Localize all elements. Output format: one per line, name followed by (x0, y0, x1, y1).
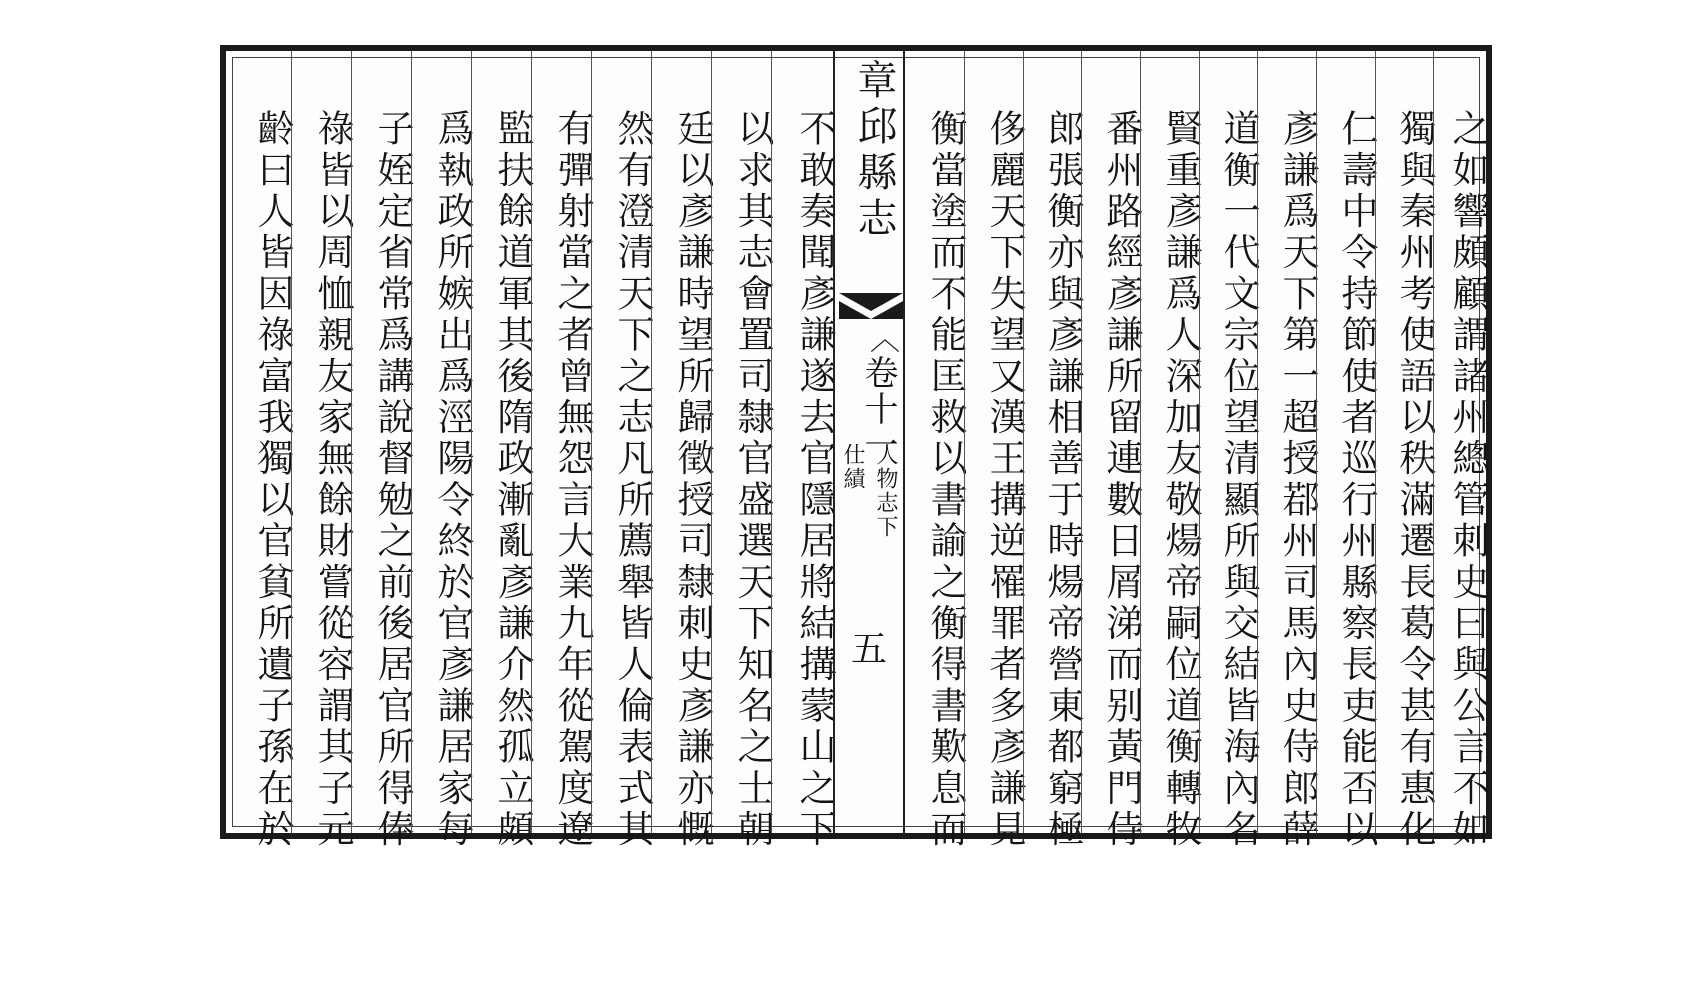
text-column (1023, 51, 1084, 851)
column-text: 不敢奏聞彥謙遂去官隱居將結搆蒙山之下 (793, 109, 836, 851)
column-text: 郎張衡亦與彥謙相善于時煬帝營東都窮極 (1041, 109, 1084, 851)
text-column (291, 51, 354, 851)
text-column (471, 51, 534, 851)
page-frame (220, 45, 1492, 851)
text-column (1316, 51, 1378, 851)
column-text: 廷以彥謙時望所歸徵授司隸刺史彥謙亦慨 (671, 109, 714, 851)
column-text: 齡曰人皆因祿富我獨以官貧所遺子孫在於 (251, 109, 294, 851)
volume-label (835, 323, 903, 463)
column-text: 以求其志會置司隸官盛選天下知名之士朝 (731, 109, 774, 851)
section-label-left: 仕績 (840, 443, 865, 491)
column-text: 監扶餘道軍其後隋政漸亂彥謙介然孤立頗 (491, 109, 534, 851)
column-text: 彥謙爲天下第一超授鄀州司馬內史侍郎薛 (1276, 109, 1319, 851)
page-number: 五 (850, 629, 887, 670)
column-text: 道衡一代文宗位望清顯所與交結皆海內名 (1217, 109, 1260, 851)
text-column (711, 51, 774, 851)
column-text: 獨與秦州考使語以秩滿遷長葛令甚有惠化 (1393, 109, 1436, 851)
column-text: 賢重彥謙爲人深加友敬煬帝嗣位道衡轉牧 (1159, 109, 1202, 851)
section-label (835, 443, 903, 539)
volume-number: 卷十一 (858, 355, 898, 463)
text-column (232, 51, 294, 851)
text-column (351, 51, 414, 851)
volume-bracket: 〈 (864, 323, 899, 355)
text-column (1257, 51, 1319, 851)
text-column (1140, 51, 1202, 851)
column-text: 祿皆以周恤親友家無餘財嘗從容謂其子元 (311, 109, 354, 851)
text-column (1375, 51, 1436, 851)
text-column (651, 51, 714, 851)
section-label-right: 人物志下 (873, 443, 898, 539)
text-column (1081, 51, 1143, 851)
column-text: 然有澄清天下之志凡所薦舉皆人倫表式其 (611, 109, 654, 851)
text-column (1433, 51, 1489, 851)
text-column (531, 51, 594, 851)
text-column (964, 51, 1026, 851)
column-text: 子姪定省常爲講說督勉之前後居官所得俸 (371, 109, 414, 851)
fishtail-ornament-icon (839, 293, 903, 319)
column-text: 衡當塗而不能匡救以書諭之衡得書歎息而 (924, 109, 967, 851)
text-column (905, 51, 967, 851)
text-column (1199, 51, 1260, 851)
column-text: 番州路經彥謙所留連數日屑涕而别黃門侍 (1100, 109, 1143, 851)
center-fold-column (833, 51, 905, 833)
column-text: 有彈射當之者曾無怨言大業九年從駕度遼 (551, 109, 594, 851)
column-text: 之如響頗顧謂諸州總管刺史曰與公言不如 (1446, 109, 1489, 851)
text-column (591, 51, 654, 851)
gazetteer-title: 章邱縣志 (851, 59, 897, 243)
column-text: 爲執政所嫉出爲涇陽令終於官彥謙居家每 (431, 109, 474, 851)
column-text: 侈麗天下失望又漢王搆逆罹罪者多彥謙見 (983, 109, 1026, 851)
column-text: 仁壽中令持節使者巡行州縣察長吏能否以 (1335, 109, 1378, 851)
text-column (411, 51, 474, 851)
text-column (771, 51, 836, 851)
